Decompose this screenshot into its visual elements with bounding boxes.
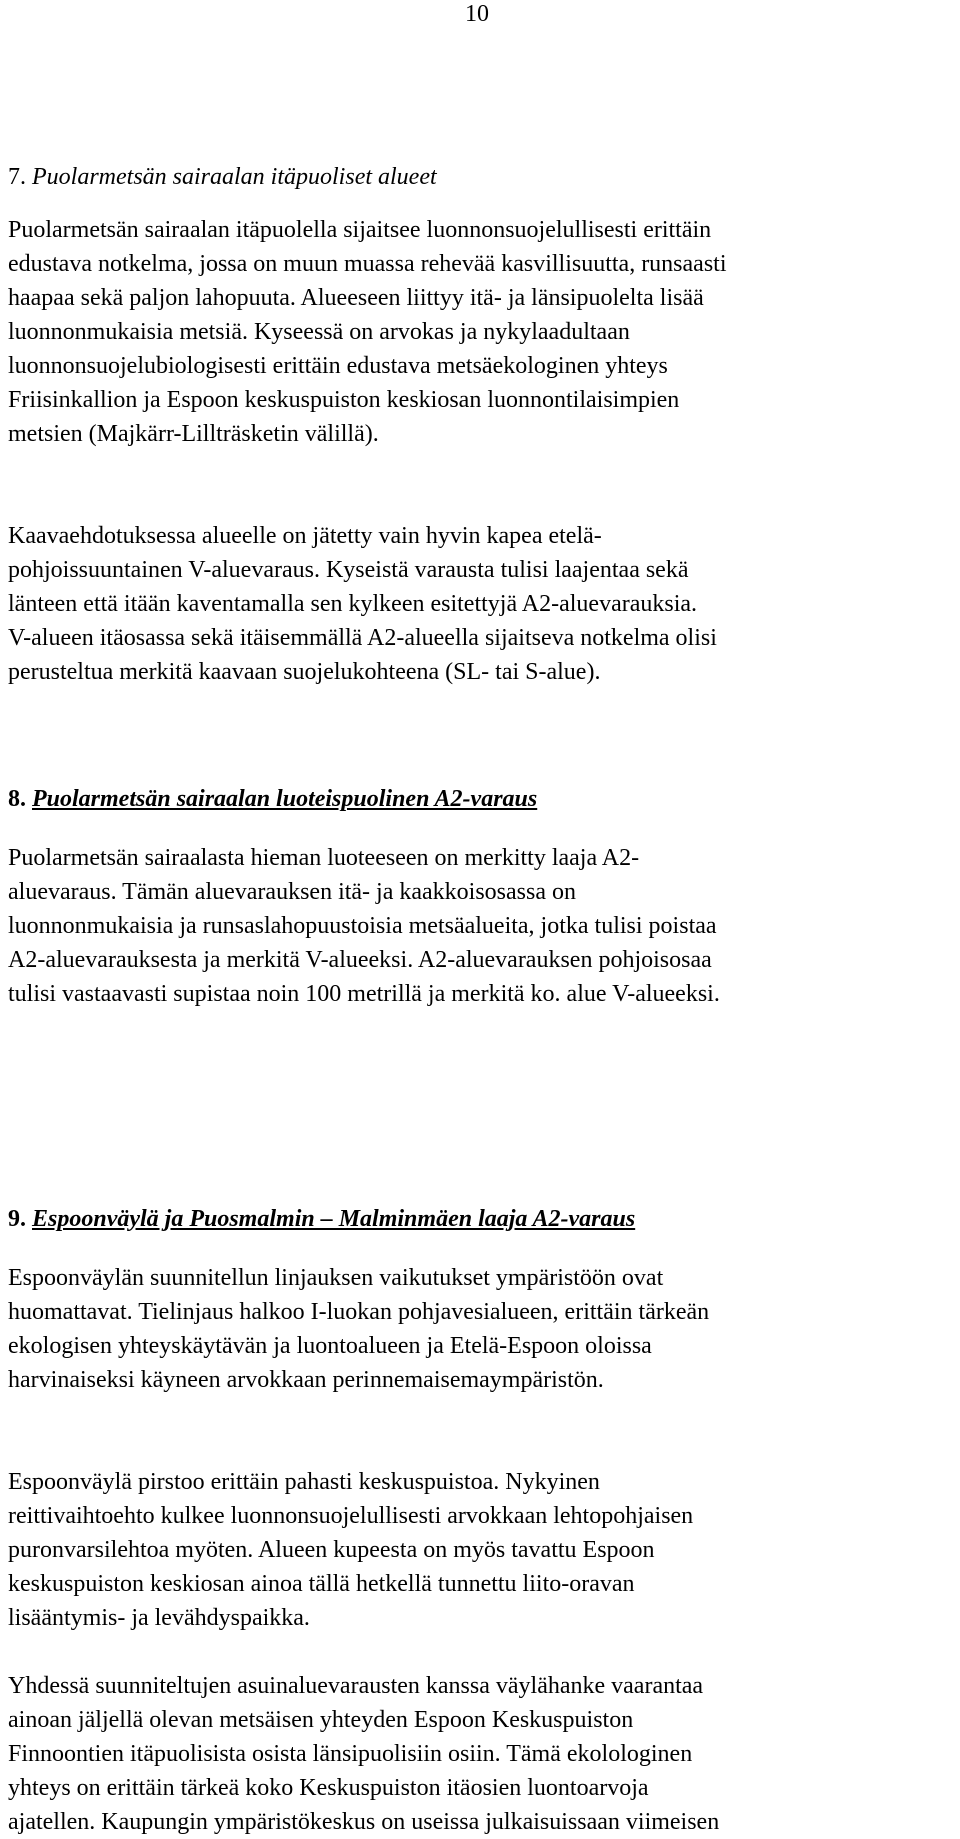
section-heading bbox=[8, 782, 537, 816]
paragraph bbox=[8, 519, 717, 689]
text-line: V-alueen itäosassa sekä itäisemmällä A2-alueella sijaitseva notkelma olisi bbox=[8, 625, 717, 651]
text-line: ekologisen yhteyskäytävän ja luontoalueen ja Etelä-Espoon oloissa bbox=[8, 1333, 652, 1359]
text-line: keskuspuiston keskiosan ainoa tällä hetkellä tunnettu liito-oravan bbox=[8, 1571, 635, 1597]
paragraph bbox=[8, 1261, 709, 1397]
section-number: 8. bbox=[8, 786, 26, 812]
text-line: Kaavaehdotuksessa alueelle on jätetty vain hyvin kapea etelä- bbox=[8, 523, 602, 549]
text-line: haapaa sekä paljon lahopuuta. Alueeseen liittyy itä- ja länsipuolelta lisää bbox=[8, 285, 704, 311]
section-9 bbox=[8, 1202, 720, 1835]
section-title: Puolarmetsän sairaalan itäpuoliset alueet bbox=[32, 164, 437, 190]
text-line: aluevaraus. Tämän aluevarauksen itä- ja kaakkoisosassa on bbox=[8, 879, 577, 905]
text-line: Puolarmetsän sairaalasta hieman luoteeseen on merkitty laaja A2- bbox=[8, 845, 640, 871]
paragraph bbox=[8, 1669, 719, 1839]
text-line: ajatellen. Kaupungin ympäristökeskus on useissa julkaisuissaan viimeisen bbox=[8, 1809, 720, 1835]
text-line: Puolarmetsän sairaalan itäpuolella sijaitsee luonnonsuojelullisesti erittäin bbox=[8, 217, 712, 243]
text-line: luonnonmukaisia metsiä. Kyseessä on arvokas ja nykylaadultaan bbox=[8, 319, 630, 345]
text-line: metsien (Majkärr-Lillträsketin välillä). bbox=[8, 421, 379, 447]
text-line: pohjoissuuntainen V-aluevaraus. Kyseistä varausta tulisi laajentaa sekä bbox=[8, 557, 689, 583]
text-line: tulisi vastaavasti supistaa noin 100 metrillä ja merkitä ko. alue V-alueeksi. bbox=[8, 981, 720, 1007]
text-line: reittivaihtoehto kulkee luonnonsuojelullisesti arvokkaan lehtopohjaisen bbox=[8, 1503, 694, 1529]
paragraph bbox=[8, 1465, 693, 1635]
text-line: Finnoontien itäpuolisista osista länsipuolisiin osiin. Tämä ekolologinen bbox=[8, 1741, 693, 1767]
section-8 bbox=[8, 782, 720, 1007]
text-line: A2-aluevarauksesta ja merkitä V-alueeksi. A2-aluevarauksen pohjoisosaa bbox=[8, 947, 712, 973]
text-line: perusteltua merkitä kaavaan suojelukohteena (SL- tai S-alue). bbox=[8, 659, 601, 685]
section-title: Espoonväylä ja Puosmalmin – Malminmäen laaja A2-varaus bbox=[32, 1206, 636, 1232]
section-title: Puolarmetsän sairaalan luoteispuolinen A2-varaus bbox=[32, 786, 538, 812]
page-number: 10 bbox=[465, 1, 489, 27]
section-number: 9. bbox=[8, 1206, 26, 1232]
section-heading bbox=[8, 1202, 635, 1236]
text-line: länteen että itään kaventamalla sen kylkeen esitettyjä A2-aluevarauksia. bbox=[8, 591, 698, 617]
section-number: 7. bbox=[8, 164, 26, 190]
text-line: Friisinkallion ja Espoon keskuspuiston keskiosan luonnontilaisimpien bbox=[8, 387, 680, 413]
section-heading bbox=[8, 160, 437, 194]
text-line: harvinaiseksi käyneen arvokkaan perinnemaisemaympäristön. bbox=[8, 1367, 604, 1393]
text-line: lisääntymis- ja levähdyspaikka. bbox=[8, 1605, 310, 1631]
text-line: yhteys on erittäin tärkeä koko Keskuspuiston itäosien luontoarvoja bbox=[8, 1775, 649, 1801]
text-line: Espoonväylän suunnitellun linjauksen vaikutukset ympäristöön ovat bbox=[8, 1265, 664, 1291]
text-line: Espoonväylä pirstoo erittäin pahasti keskuspuistoa. Nykyinen bbox=[8, 1469, 600, 1495]
paragraph bbox=[8, 841, 720, 1011]
paragraph bbox=[8, 213, 727, 451]
text-line: puronvarsilehtoa myöten. Alueen kupeesta on myös tavattu Espoon bbox=[8, 1537, 655, 1563]
text-line: luonnonmukaisia ja runsaslahopuustoisia metsäalueita, jotka tulisi poistaa bbox=[8, 913, 717, 939]
section-7 bbox=[8, 160, 727, 685]
text-line: luonnonsuojelubiologisesti erittäin edustava metsäekologinen yhteys bbox=[8, 353, 668, 379]
text-line: Yhdessä suunniteltujen asuinaluevarausten kanssa väylähanke vaarantaa bbox=[8, 1673, 704, 1699]
text-line: huomattavat. Tielinjaus halkoo I-luokan pohjavesialueen, erittäin tärkeän bbox=[8, 1299, 710, 1325]
text-line: edustava notkelma, jossa on muun muassa rehevää kasvillisuutta, runsaasti bbox=[8, 251, 727, 277]
text-line: ainoan jäljellä olevan metsäisen yhteyden Espoon Keskuspuiston bbox=[8, 1707, 634, 1733]
